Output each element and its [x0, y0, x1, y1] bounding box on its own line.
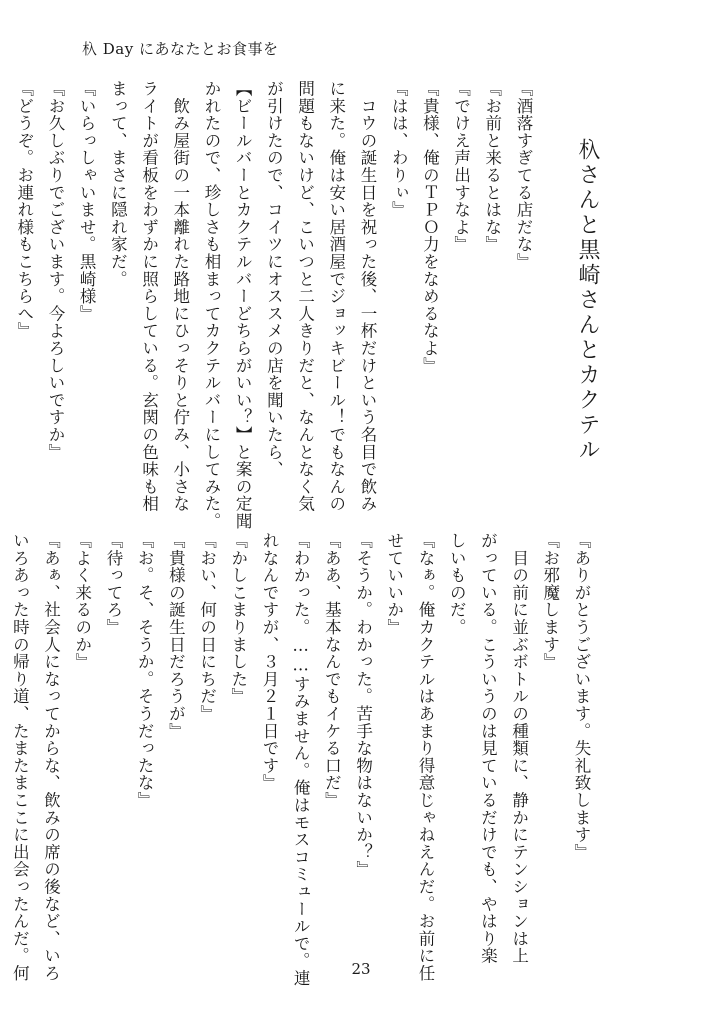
- text-line: れなんですが、３月２１日です』: [259, 532, 279, 792]
- text-line: 【ビールバーとカクテルバーどちらがいい？】と案の定聞: [233, 80, 253, 530]
- page-number: 23: [351, 960, 371, 978]
- text-line: 『貴様の誕生日だろうが』: [166, 532, 186, 740]
- text-line: 『よく来るのか』: [72, 532, 92, 671]
- text-line: 『お邪魔します』: [540, 532, 560, 671]
- text-line: 『そうか。わかった。苦手な物はないか？』: [353, 532, 373, 878]
- text-line: せていいか』: [384, 532, 404, 636]
- text-line: 『どうぞ。お連れ様もこちらへ』: [14, 80, 34, 340]
- text-line: いろあった時の帰り道、たまたまここに出会ったんだ。何: [10, 532, 30, 982]
- text-line: 『待ってろ』: [103, 532, 123, 636]
- text-line: 『いらっしゃいませ。黒崎様』: [77, 80, 97, 323]
- text-line: 目の前に並ぶボトルの種類に、静かにテンションは上: [509, 532, 529, 965]
- chapter-title: 杁さんと黒崎さんとカクテル: [575, 138, 600, 463]
- text-line: 『ありがとうございます。失礼致します』: [572, 532, 591, 861]
- text-line: 『なぁ。俺カクテルはあまり得意じゃねえんだ。お前に任: [415, 532, 435, 982]
- text-line: 問題もないけど、こいつと二人きりだと、なんとなく気: [295, 80, 315, 513]
- text-line: 『お前と来るとはな』: [482, 80, 502, 253]
- text-line: に来た。俺は安い居酒屋でジョッキビール！でもなんの: [326, 80, 346, 513]
- text-line: 『おい、何の日にちだ』: [197, 532, 217, 723]
- text-line: ライトが看板をわずかに照らしている。玄関の色味も相: [139, 80, 159, 513]
- text-line: コウの誕生日を祝った後、一杯だけという名目で飲み: [357, 80, 377, 513]
- text-line: しいものだ。: [447, 532, 467, 636]
- text-line: 飲み屋街の一本離れた路地にひっそりと佇み、小さな: [170, 80, 190, 513]
- text-line: かれたので、珍しさも相まってカクテルバーにしてみた。: [201, 80, 221, 530]
- text-line: 『ああ、基本なんでもイケる口だ』: [322, 532, 342, 809]
- text-line: 『でけえ声出すなよ』: [451, 80, 471, 253]
- text-line: 『お。そ、そうか。そうだったな』: [135, 532, 155, 809]
- text-line: 『酒落すぎてる店だな』: [514, 80, 533, 271]
- text-line: 『貴様、俺のＴＰＯ力をなめるなよ』: [420, 80, 440, 375]
- running-title: 杁 Day にあなたとお食事を: [82, 40, 279, 58]
- upper-text-block: [9, 80, 539, 530]
- text-line: が引けたので、コイツにオススメの店を聞いたら、: [264, 80, 284, 478]
- text-line: 『あぁ、社会人になってからな、飲みの席の後など、いろ: [41, 532, 61, 982]
- text-line: 『わかった。……すみません。俺はモスコミュールで。連: [291, 532, 311, 987]
- text-line: まって、まさに隠れ家だ。: [108, 80, 128, 288]
- text-line: がっている。こういうのは見ているだけでも、やはり楽: [478, 532, 498, 965]
- text-line: 『かしこまりました』: [228, 532, 248, 705]
- text-line: 『はは、わりぃ』: [389, 80, 409, 219]
- text-line: 『お久しぶりでございます。今よろしいですか』: [45, 80, 65, 461]
